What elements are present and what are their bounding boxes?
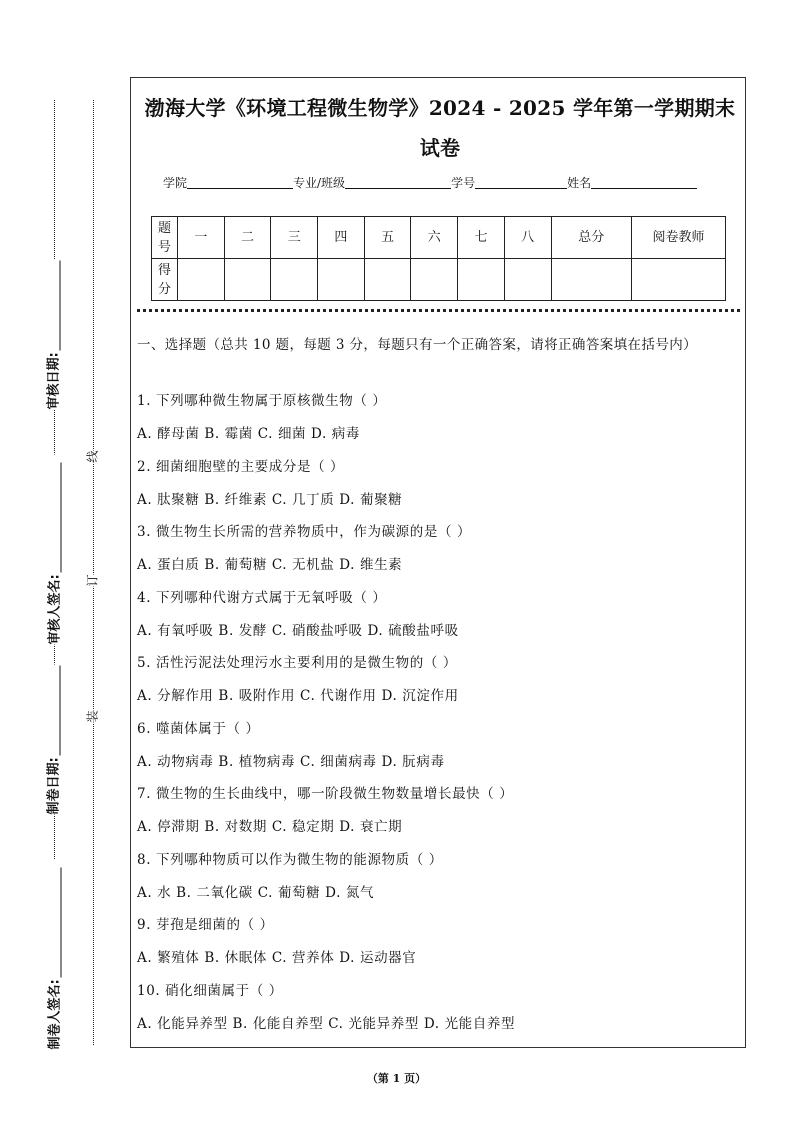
- score-cell[interactable]: [178, 259, 225, 301]
- question-8-options: A. 水 B. 二氧化碳 C. 葡萄糖 D. 氮气: [137, 885, 375, 901]
- college-blank[interactable]: [187, 188, 293, 189]
- col-header: 五: [364, 217, 411, 259]
- exam-title: 渤海大学《环境工程微生物学》2024 - 2025 学年第一学期期末试卷: [144, 96, 736, 160]
- binding-mark-ding: 订: [85, 574, 100, 587]
- reviewer-sign-line: [61, 462, 62, 572]
- student-id-label: 学号: [451, 176, 476, 190]
- reviewer-date-line: [60, 260, 61, 350]
- maker-sign-line: [61, 867, 62, 977]
- score-cell[interactable]: [411, 259, 458, 301]
- score-cell-grader[interactable]: [632, 259, 726, 301]
- col-header-grader: 阅卷教师: [632, 217, 726, 259]
- score-cell[interactable]: [458, 259, 505, 301]
- binding-mark-line: 线: [85, 450, 100, 463]
- reviewer-sign-label: 审核人签名:: [47, 574, 63, 645]
- page-number: （第 1 页）: [366, 1072, 427, 1085]
- col-header: 一: [178, 217, 225, 259]
- question-7-options: A. 停滞期 B. 对数期 C. 稳定期 D. 衰亡期: [137, 819, 403, 835]
- binding-mark-zhuang: 装: [85, 710, 100, 723]
- maker-sign-field: [44, 860, 63, 1050]
- question-number-header: 题号: [152, 217, 178, 259]
- col-header-total: 总分: [551, 217, 632, 259]
- reviewer-sign-field: [44, 455, 63, 645]
- col-header: 八: [504, 217, 551, 259]
- score-table-header-row: [152, 217, 726, 259]
- section-heading: 一、选择题（总共 10 题，每题 3 分，每题只有一个正确答案，请将正确答案填在括号内）: [137, 337, 698, 353]
- student-info-row: [163, 174, 697, 191]
- score-cell[interactable]: [318, 259, 365, 301]
- question-5: 5. 活性污泥法处理污水主要利用的是微生物的（ ）: [137, 655, 457, 671]
- student-id-blank[interactable]: [475, 188, 567, 189]
- major-blank[interactable]: [345, 188, 451, 189]
- col-header: 六: [411, 217, 458, 259]
- name-label: 姓名: [567, 176, 592, 190]
- question-4-options: A. 有氧呼吸 B. 发酵 C. 硝酸盐呼吸 D. 硫酸盐呼吸: [137, 623, 459, 639]
- question-1: 1. 下列哪种微生物属于原核微生物（ ）: [137, 393, 387, 409]
- question-9: 9. 芽孢是细菌的（ ）: [137, 917, 274, 933]
- reviewer-date-label: 审核日期:: [46, 352, 62, 410]
- maker-sign-label: 制卷人签名:: [47, 979, 63, 1050]
- score-cell[interactable]: [224, 259, 271, 301]
- col-header: 二: [224, 217, 271, 259]
- maker-date-field: [43, 665, 62, 815]
- exam-frame: [130, 77, 746, 1048]
- question-7: 7. 微生物的生长曲线中，哪一阶段微生物数量增长最快（ ）: [137, 786, 514, 802]
- name-blank[interactable]: [591, 188, 697, 189]
- question-3: 3. 微生物生长所需的营养物质中，作为碳源的是（ ）: [137, 524, 472, 540]
- question-8: 8. 下列哪种物质可以作为微生物的能源物质（ ）: [137, 852, 443, 868]
- question-9-options: A. 繁殖体 B. 休眠体 C. 营养体 D. 运动器官: [137, 950, 417, 966]
- inner-dotted-line: [93, 100, 94, 1045]
- question-2-options: A. 肽聚糖 B. 纤维素 C. 几丁质 D. 葡聚糖: [137, 492, 403, 508]
- question-4: 4. 下列哪种代谢方式属于无氧呼吸（ ）: [137, 590, 387, 606]
- question-5-options: A. 分解作用 B. 吸附作用 C. 代谢作用 D. 沉淀作用: [137, 688, 459, 704]
- question-3-options: A. 蛋白质 B. 葡萄糖 C. 无机盐 D. 维生素: [137, 557, 403, 573]
- binding-margin: [0, 0, 130, 1122]
- score-cell[interactable]: [504, 259, 551, 301]
- dotted-separator: [137, 309, 740, 312]
- score-table: [151, 216, 726, 301]
- question-6: 6. 噬菌体属于（ ）: [137, 721, 260, 737]
- score-cell[interactable]: [364, 259, 411, 301]
- question-6-options: A. 动物病毒 B. 植物病毒 C. 细菌病毒 D. 朊病毒: [137, 754, 445, 770]
- score-table-score-row: [152, 259, 726, 301]
- reviewer-date-field: [43, 260, 62, 410]
- col-header: 三: [271, 217, 318, 259]
- major-label: 专业/班级: [293, 176, 346, 190]
- question-10: 10. 硝化细菌属于（ ）: [137, 983, 283, 999]
- col-header: 四: [318, 217, 365, 259]
- col-header: 七: [458, 217, 505, 259]
- question-2: 2. 细菌细胞壁的主要成分是（ ）: [137, 459, 345, 475]
- maker-date-line: [60, 665, 61, 755]
- maker-date-label: 制卷日期:: [46, 757, 62, 815]
- score-cell-total[interactable]: [551, 259, 632, 301]
- college-label: 学院: [163, 176, 188, 190]
- score-header: 得分: [152, 259, 178, 301]
- question-1-options: A. 酵母菌 B. 霉菌 C. 细菌 D. 病毒: [137, 426, 360, 442]
- question-10-options: A. 化能异养型 B. 化能自养型 C. 光能异养型 D. 光能自养型: [137, 1016, 516, 1032]
- score-cell[interactable]: [271, 259, 318, 301]
